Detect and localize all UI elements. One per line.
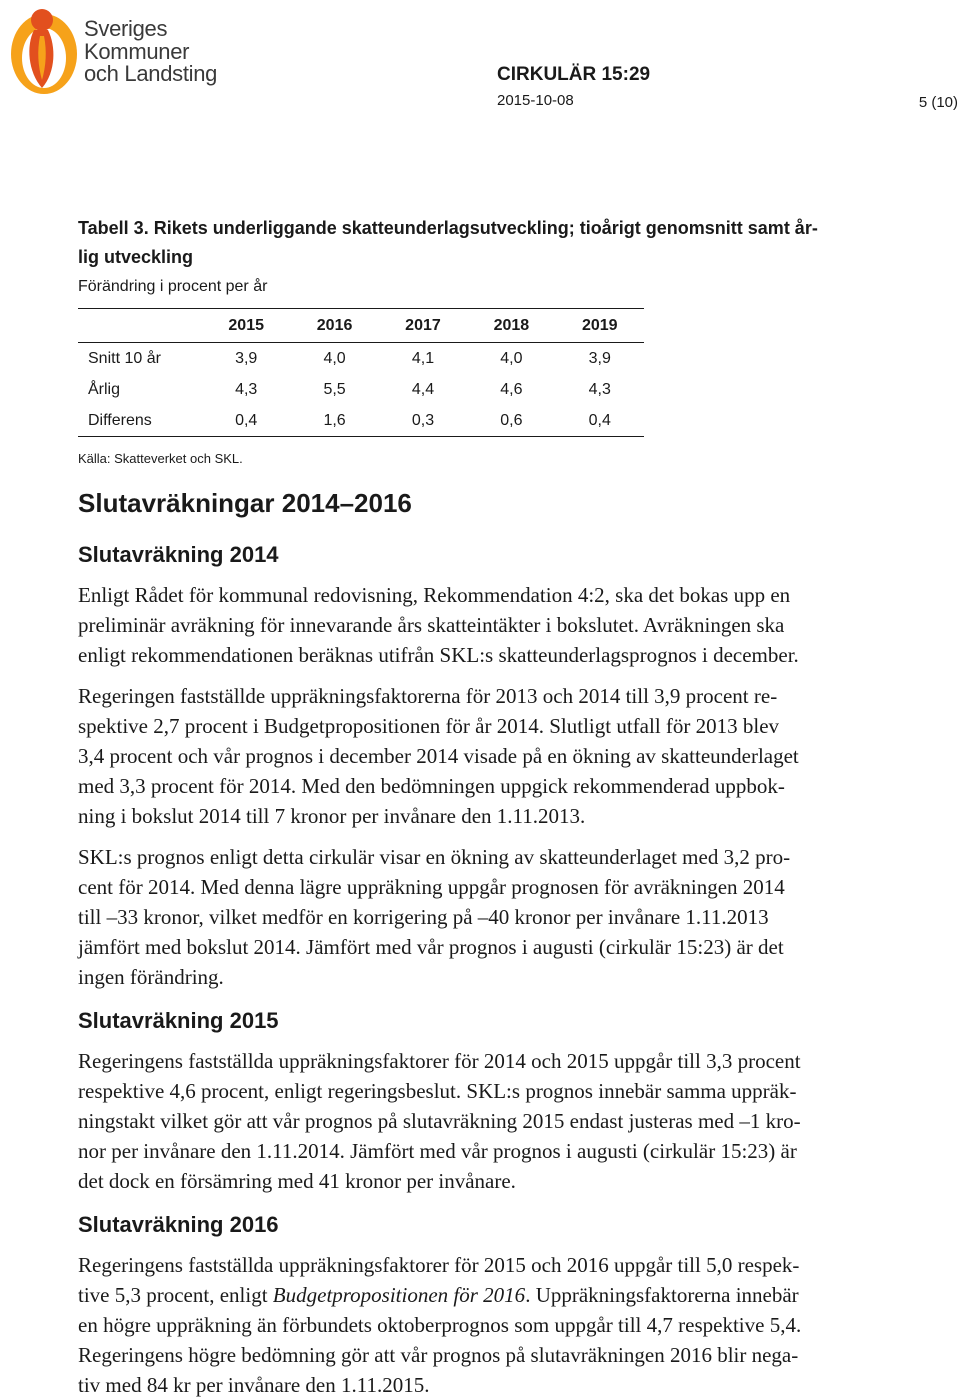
table-cell: 5,5 bbox=[323, 380, 346, 398]
table-row bbox=[78, 405, 644, 437]
logo-line-1: Sveriges bbox=[84, 16, 168, 41]
text-line: Regeringens fastställda uppräkningsfaktorer för 2015 och 2016 uppgår till 5,0 respek- bbox=[78, 1253, 800, 1277]
table-row bbox=[78, 374, 644, 405]
text-line: med 3,3 procent för 2014. Med den bedömningen uppgick rekommenderad uppbok- bbox=[78, 774, 785, 798]
table-source: Källa: Skatteverket och SKL. bbox=[78, 451, 243, 466]
row-label: Snitt 10 år bbox=[88, 349, 161, 367]
circular-date: 2015-10-08 bbox=[497, 92, 574, 109]
table-cell: 4,6 bbox=[500, 380, 523, 398]
table-caption-line: lig utveckling bbox=[78, 247, 194, 267]
data-table bbox=[78, 308, 644, 437]
table-cell: 0,6 bbox=[500, 411, 523, 429]
text-fragment: . Uppräkningsfaktorerna innebär bbox=[525, 1283, 799, 1307]
table-cell: 4,3 bbox=[235, 380, 258, 398]
column-header: 2015 bbox=[228, 316, 264, 334]
section-heading-2014: Slutavräkning 2014 bbox=[78, 542, 279, 567]
text-line: Enligt Rådet för kommunal redovisning, Rekommendation 4:2, ska det bokas upp en bbox=[78, 583, 791, 607]
table-cell: 3,9 bbox=[588, 349, 611, 367]
text-line: tiv med 84 kr per invånare den 1.11.2015. bbox=[78, 1373, 430, 1397]
text-line: preliminär avräkning för innevarande års skatteintäkter i bokslutet. Avräkningen ska bbox=[78, 613, 785, 637]
logo-line-3: och Landsting bbox=[84, 61, 218, 86]
text-line: en högre uppräkning än förbundets oktoberprognos som uppgår till 4,7 respektive 5,4. bbox=[78, 1313, 802, 1337]
text-line: respektive 4,6 procent, enligt regeringsbeslut. SKL:s prognos innebär samma uppräk- bbox=[78, 1079, 797, 1103]
text-line: Regeringens fastställda uppräkningsfaktorer för 2014 och 2015 uppgår till 3,3 procent bbox=[78, 1049, 801, 1073]
text-line: 3,4 procent och vår prognos i december 2014 visade på en ökning av skatteunderlaget bbox=[78, 744, 799, 768]
paragraph bbox=[78, 842, 908, 992]
text-line: ning i bokslut 2014 till 7 kronor per invånare den 1.11.2013. bbox=[78, 804, 586, 828]
table-cell: 1,6 bbox=[323, 411, 346, 429]
text-line: det dock en försämring med 41 kronor per invånare. bbox=[78, 1169, 516, 1193]
table-caption-line: Tabell 3. Rikets underliggande skatteunderlagsutveckling; tioårigt genomsnitt samt år- bbox=[78, 218, 818, 238]
table-caption bbox=[78, 214, 878, 272]
table-cell: 3,9 bbox=[235, 349, 258, 367]
column-header: 2016 bbox=[316, 316, 353, 334]
table-cell: 4,4 bbox=[411, 380, 435, 398]
logo-emblem-icon bbox=[4, 6, 80, 98]
table-row bbox=[78, 343, 644, 375]
table-cell: 0,3 bbox=[411, 411, 435, 429]
column-header: 2019 bbox=[581, 316, 618, 334]
column-header: 2017 bbox=[405, 316, 441, 334]
text-line: spektive 2,7 procent i Budgetpropositionen för år 2014. Slutligt utfall för 2013 blev bbox=[78, 714, 780, 738]
paragraph bbox=[78, 1046, 908, 1196]
text-line-with-reference bbox=[78, 1280, 908, 1310]
text-line: jämfört med bokslut 2014. Jämfört med vår prognos i augusti (cirkulär 15:23) är det bbox=[78, 935, 784, 959]
table-cell: 4,3 bbox=[588, 380, 611, 398]
logo-wordmark bbox=[84, 18, 217, 86]
paragraph bbox=[78, 681, 908, 831]
column-header bbox=[78, 309, 202, 343]
table-subtitle: Förändring i procent per år bbox=[78, 278, 268, 295]
text-line: enligt rekommendationen beräknas utifrån SKL:s skatteunderlagsprognos i december. bbox=[78, 643, 799, 667]
table-cell: 0,4 bbox=[588, 411, 611, 429]
table-cell: 4,1 bbox=[411, 349, 435, 367]
circular-title: CIRKULÄR 15:29 bbox=[497, 64, 651, 85]
text-line: ningstakt vilket gör att vår prognos på slutavräkning 2015 endast justeras med –1 kro- bbox=[78, 1109, 801, 1133]
paragraph bbox=[78, 580, 908, 670]
section-heading-2015: Slutavräkning 2015 bbox=[78, 1008, 279, 1033]
row-label: Årlig bbox=[88, 380, 121, 398]
page-number: 5 (10) bbox=[918, 94, 958, 111]
text-line: SKL:s prognos enligt detta cirkulär visar en ökning av skatteunderlaget med 3,2 pro- bbox=[78, 845, 791, 869]
text-line: nor per invånare den 1.11.2014. Jämfört med vår prognos i augusti (cirkulär 15:23) är bbox=[78, 1139, 797, 1163]
budget-bill-reference: Budgetpropositionen för 2016 bbox=[272, 1283, 526, 1307]
text-line: cent för 2014. Med denna lägre uppräkning uppgår prognosen för avräkningen 2014 bbox=[78, 875, 785, 899]
section-heading-2016: Slutavräkning 2016 bbox=[78, 1212, 279, 1237]
paragraph bbox=[78, 1250, 908, 1400]
table-header-row bbox=[78, 309, 644, 343]
text-line: ingen förändring. bbox=[78, 965, 224, 989]
table-cell: 0,4 bbox=[235, 411, 258, 429]
table-cell: 4,0 bbox=[500, 349, 523, 367]
row-label: Differens bbox=[88, 411, 152, 429]
text-line: till –33 kronor, vilket medför en korrigering på –40 kronor per invånare 1.11.2013 bbox=[78, 905, 769, 929]
column-header: 2018 bbox=[493, 316, 530, 334]
text-line: Regeringen fastställde uppräkningsfaktorerna för 2013 och 2014 till 3,9 procent re- bbox=[78, 684, 778, 708]
skl-logo bbox=[4, 6, 234, 98]
text-fragment: tive 5,3 procent, enligt bbox=[78, 1283, 273, 1307]
text-line: Regeringens högre bedömning gör att vår prognos på slutavräkningen 2016 blir nega- bbox=[78, 1343, 799, 1367]
main-heading: Slutavräkningar 2014–2016 bbox=[78, 488, 412, 518]
logo-line-2: Kommuner bbox=[84, 38, 190, 64]
table-cell: 4,0 bbox=[323, 349, 346, 367]
